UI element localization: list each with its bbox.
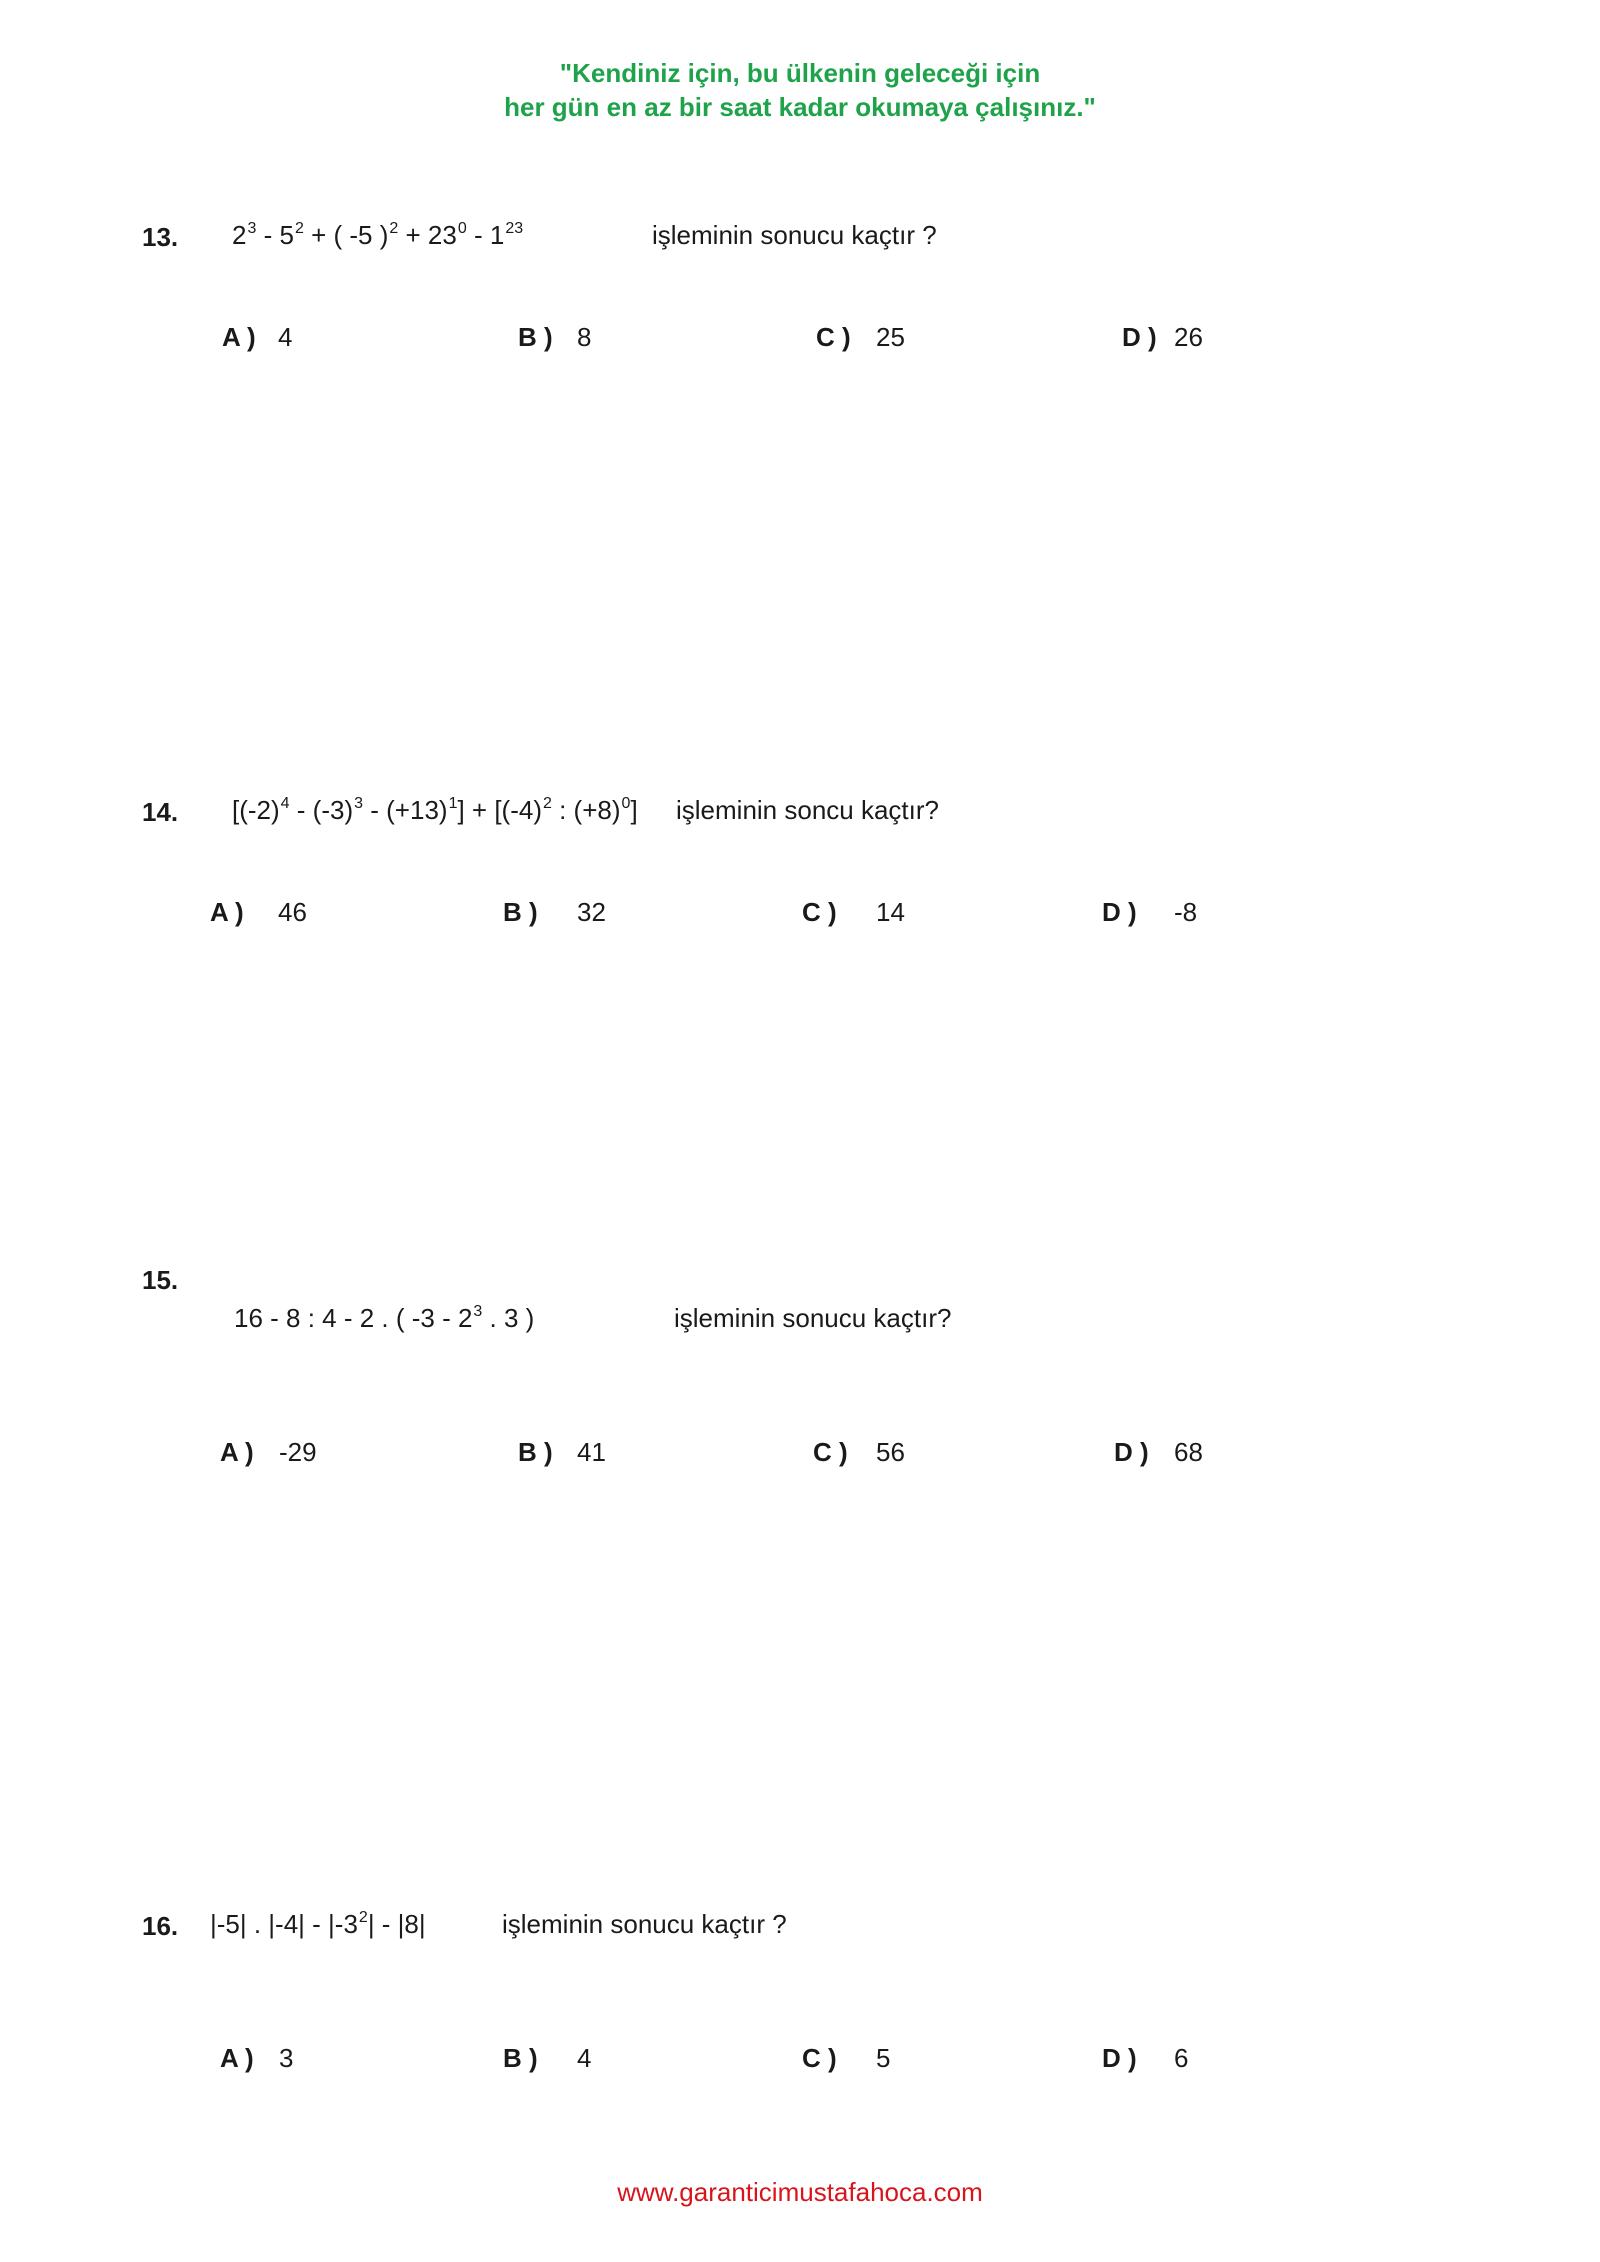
question-expression	[234, 1303, 534, 1334]
motto-line-1: "Kendiniz için, bu ülkenin geleceği için	[559, 58, 1041, 88]
expression-term: ] + [(-4)	[457, 795, 542, 825]
footer-url[interactable]: www.garanticimustafahoca.com	[617, 2177, 983, 2207]
exponent: 2	[294, 220, 304, 237]
option-b-label[interactable]: B )	[503, 897, 538, 927]
question-number: 16.	[142, 1911, 179, 1941]
expression-term: + ( -5 )	[303, 220, 389, 250]
option-b-label[interactable]: B )	[503, 2043, 538, 2073]
expression-term: |-5| . |-4| - |-3	[210, 1909, 358, 1939]
option-b-value: 41	[577, 1437, 606, 1467]
exponent: 0	[457, 220, 467, 237]
option-a-value: 3	[279, 2043, 294, 2073]
exponent: 0	[621, 795, 631, 812]
option-b-label[interactable]: B )	[518, 322, 553, 352]
option-d-label[interactable]: D )	[1114, 1437, 1149, 1467]
exponent: 1	[448, 795, 458, 812]
expression-term: . 3 )	[482, 1303, 535, 1333]
question-expression	[232, 220, 523, 251]
expression-term: - (+13)	[363, 795, 448, 825]
expression-term: [(-2)	[232, 795, 280, 825]
option-c-label[interactable]: C )	[802, 2043, 837, 2073]
option-c-value: 56	[876, 1437, 905, 1467]
option-d-value: -8	[1174, 897, 1198, 927]
option-a-value: -29	[279, 1437, 317, 1467]
option-a-label[interactable]: A )	[220, 2043, 254, 2073]
option-c-label[interactable]: C )	[802, 897, 837, 927]
expression-term: 16 - 8 : 4 - 2 . ( -3 - 2	[234, 1303, 473, 1333]
option-c-label[interactable]: C )	[816, 322, 851, 352]
expression-term: - 1	[466, 220, 505, 250]
question-number: 13.	[142, 222, 179, 252]
expression-term: : (+8)	[551, 795, 621, 825]
option-b-value: 8	[577, 322, 592, 352]
option-a-label[interactable]: A )	[210, 897, 244, 927]
option-c-label[interactable]: C )	[813, 1437, 848, 1467]
motto-line-2: her gün en az bir saat kadar okumaya çalışınız."	[504, 92, 1096, 122]
expression-term: - (-3)	[289, 795, 354, 825]
option-c-value: 14	[876, 897, 905, 927]
option-b-value: 4	[577, 2043, 592, 2073]
option-d-label[interactable]: D )	[1102, 897, 1137, 927]
expression-term: + 23	[398, 220, 457, 250]
question-text: işleminin sonucu kaçtır ?	[502, 1909, 787, 1939]
option-b-label[interactable]: B )	[518, 1437, 553, 1467]
expression-term: 2	[232, 220, 247, 250]
exponent: 2	[358, 1909, 368, 1926]
exponent: 4	[280, 795, 290, 812]
question-text: işleminin sonucu kaçtır ?	[652, 220, 937, 250]
option-a-value: 46	[278, 897, 307, 927]
expression-term: - 5	[256, 220, 294, 250]
question-text: işleminin soncu kaçtır?	[676, 795, 939, 825]
expression-term: | - |8|	[367, 1909, 426, 1939]
question-expression	[210, 1909, 426, 1940]
option-d-value: 6	[1174, 2043, 1189, 2073]
option-a-label[interactable]: A )	[222, 322, 256, 352]
option-c-value: 25	[876, 322, 905, 352]
option-a-value: 4	[278, 322, 293, 352]
option-a-label[interactable]: A )	[220, 1437, 254, 1467]
exponent: 2	[389, 220, 399, 237]
option-b-value: 32	[577, 897, 606, 927]
exponent: 2	[542, 795, 552, 812]
option-d-label[interactable]: D )	[1122, 322, 1157, 352]
exponent: 3	[354, 795, 364, 812]
option-d-value: 26	[1174, 322, 1203, 352]
exponent: 23	[505, 220, 524, 237]
option-c-value: 5	[876, 2043, 891, 2073]
question-number: 15.	[142, 1265, 179, 1295]
option-d-value: 68	[1174, 1437, 1203, 1467]
exponent: 3	[247, 220, 257, 237]
question-expression	[232, 795, 638, 826]
question-text: işleminin sonucu kaçtır?	[674, 1303, 952, 1333]
option-d-label[interactable]: D )	[1102, 2043, 1137, 2073]
expression-term: ]	[630, 795, 638, 825]
question-number: 14.	[142, 797, 179, 827]
exponent: 3	[473, 1303, 483, 1320]
